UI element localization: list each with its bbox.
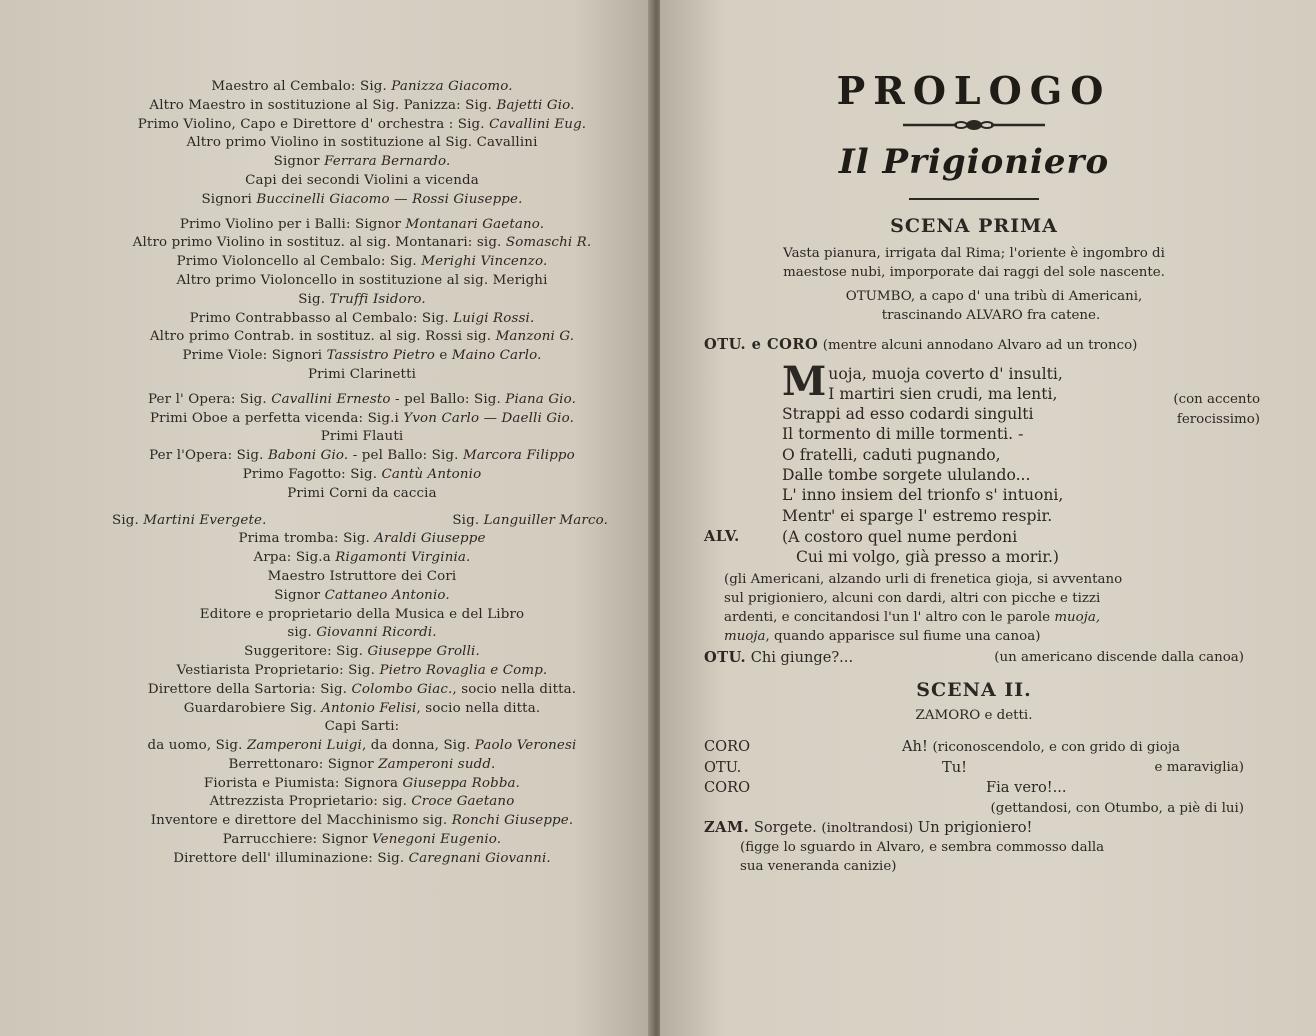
scene-heading: SCENA II.: [916, 679, 1032, 702]
credit-line: Per l'Opera: Sig. Baboni Gio. - pel Ballo: Sig. Marcora Filippo: [149, 448, 575, 464]
credit-line: Signor Cattaneo Antonio.: [274, 587, 450, 603]
stage-direction: (riconoscendolo, e con grido di gioja: [932, 740, 1180, 756]
credit-line: da uomo, Sig. Zamperoni Luigi, da donna, Sig. Paolo Veronesi: [147, 738, 577, 754]
credit-line: Primi Corni da caccia: [287, 485, 437, 501]
page-subtitle: Il Prigioniero: [838, 142, 1110, 182]
speaker-label: CORO: [704, 738, 751, 756]
credit-line: Capi Sarti:: [324, 719, 400, 735]
verse-line: I martiri sien crudi, ma lenti,: [828, 384, 1058, 403]
verse-line: Strappi ad esso codardi singulti: [782, 405, 1034, 424]
credit-line: Arpa: Sig.a Rigamonti Virginia.: [253, 550, 471, 566]
credit-line: Sig. Martini Evergete. Sig. Languiller Marco.: [112, 512, 608, 528]
credit-line: Primo Contrabbasso al Cembalo: Sig. Luigi Rossi.: [189, 310, 535, 326]
credit-line: Primi Clarinetti: [307, 366, 417, 382]
verse-line: L' inno insiem del trionfo s' intuoni,: [782, 486, 1064, 505]
speaker-label: OTU.: [704, 648, 747, 666]
credit-line: Altro primo Contrab. in sostituz. al sig. Rossi sig. Manzoni G.: [149, 329, 575, 345]
credit-line: Parrucchiere: Signor Venegoni Eugenio.: [222, 832, 502, 848]
left-page: [0, 0, 652, 1036]
credit-line: Primi Flauti: [320, 429, 404, 445]
speaker-label: CORO: [704, 779, 751, 797]
speaker-label: OTU.: [704, 758, 742, 776]
credit-line: Berrettonaro: Signor Zamperoni sudd.: [228, 756, 496, 772]
drop-cap: M: [782, 357, 827, 405]
stage-direction: (gettandosi, con Otumbo, a piè di lui): [990, 800, 1244, 816]
dialogue-line: [704, 335, 1244, 356]
verse-line: Mentr' ei sparge l' estremo respir.: [782, 506, 1053, 525]
dialogue-block: CORO Ah! (riconoscendolo, e con grido di gioja OTU. Tu! e maraviglia) CORO Fia vero!... (gettandosi, con Otumbo, a piè di lui) ZAM. Sorgete. (inoltrandosi) Un prigioniero! (figge lo sguardo in Alvaro, e sembra commosso dalla sua veneranda canizie): [704, 738, 1244, 875]
credit-line: Editore e proprietario della Musica e del Libro: [199, 606, 525, 622]
right-page: [660, 0, 1316, 1036]
stage-direction: (gli Americani, alzando urli di frenetica gioja, si avventano sul prigioniero, alcuni con dardi, altri con picche e tizzi ardenti, e concitandosi l'un l' altro con le parole muoja, muoja, quando apparisce sul fiume una canoa): [724, 571, 1123, 644]
credit-line: Per l' Opera: Sig. Cavallini Ernesto - pel Ballo: Sig. Piana Gio.: [147, 391, 576, 407]
dialogue-line: ALV. (A costoro quel nume perdoni Cui mi volgo, già presso a morir.): [704, 527, 1060, 567]
verse-block: [782, 357, 1260, 526]
credit-line: Fiorista e Piumista: Signora Giuseppa Robba.: [203, 775, 521, 791]
credit-line: Altro Maestro in sostituzione al Sig. Panizza: Sig. Bajetti Gio.: [149, 97, 575, 113]
verse-line: Dalle tombe sorgete ululando...: [782, 465, 1031, 484]
verse-line: uoja, muoja coverto d' insulti,: [828, 364, 1063, 383]
stage-direction: (un americano discende dalla canoa): [994, 649, 1244, 665]
credit-line: Attrezzista Proprietario: sig. Croce Gaetano: [209, 794, 515, 810]
stage-direction: e maraviglia): [1154, 759, 1244, 775]
credit-line: Guardarobiere Sig. Antonio Felisi, socio nella ditta.: [183, 700, 541, 716]
credit-line: Maestro al Cembalo: Sig. Panizza Giacomo.: [211, 79, 513, 94]
credit-line: Inventore e direttore del Macchinismo sig. Ronchi Giuseppe.: [150, 813, 574, 829]
credit-line: Signori Buccinelli Giacomo — Rossi Giuseppe.: [201, 191, 523, 207]
page-title: PROLOGO: [836, 68, 1112, 113]
credit-line: Suggeritore: Sig. Giuseppe Grolli.: [244, 644, 480, 660]
scene-entrance: OTUMBO, a capo d' una tribù di Americani, trascinando ALVARO fra catene.: [845, 289, 1143, 323]
scene-setting: Vasta pianura, irrigata dal Rima; l'oriente è ingombro di maestose nubi, imporporate dai raggi del sole nascente.: [783, 246, 1165, 280]
credit-line: Primo Violino, Capo e Direttore d' orchestra : Sig. Cavallini Eug.: [137, 116, 587, 132]
credit-line: Prime Viole: Signori Tassistro Pietro e Maino Carlo.: [182, 348, 542, 364]
stage-direction: (mentre alcuni annodano Alvaro ad un tronco): [822, 338, 1138, 353]
credit-line: Altro primo Violino in sostituz. al sig. Montanari: sig. Somaschi R.: [132, 235, 592, 251]
ornament-divider-icon: [899, 118, 1049, 132]
credit-line: Primo Fagotto: Sig. Cantù Antonio: [242, 466, 482, 482]
credit-line: Capi dei secondi Violini a vicenda: [245, 172, 479, 188]
scene-entrance: ZAMORO e detti.: [915, 708, 1033, 724]
credit-line: Direttore dell' illuminazione: Sig. Caregnani Giovanni.: [173, 850, 551, 866]
credit-line: Direttore della Sartoria: Sig. Colombo Giac., socio nella ditta.: [147, 681, 577, 697]
prologue-text: [704, 68, 1260, 876]
credit-line: Vestiarista Proprietario: Sig. Pietro Rovaglia e Comp.: [176, 662, 548, 678]
credit-line: Primi Oboe a perfetta vicenda: Sig.i Yvon Carlo — Daelli Gio.: [150, 410, 574, 426]
dialogue-line: OTU. Chi giunge?... (un americano discende dalla canoa): [704, 648, 1244, 669]
credit-line: Primo Violoncello al Cembalo: Sig. Merighi Vincenzo.: [176, 254, 548, 270]
credit-line: Altro primo Violino in sostituzione al Sig. Cavallini: [186, 135, 538, 151]
stage-direction: (inoltrandosi): [821, 820, 914, 836]
speaker-label: ALV.: [704, 527, 740, 545]
scene-heading: SCENA PRIMA: [890, 215, 1058, 237]
verse-aside: (con accento ferocissimo): [1173, 391, 1260, 427]
speaker-label: ZAM.: [704, 818, 750, 836]
credit-line: Signor Ferrara Bernardo.: [273, 154, 451, 170]
credit-line: Prima tromba: Sig. Araldi Giuseppe: [238, 531, 486, 547]
title-rule: [909, 198, 1039, 200]
credit-line: Primo Violino per i Balli: Signor Montanari Gaetano.: [179, 216, 545, 232]
credit-line: Altro primo Violoncello in sostituzione al sig. Merighi: [176, 272, 548, 288]
credits-list: [88, 78, 636, 869]
verse-line: Il tormento di mille tormenti. -: [782, 425, 1024, 444]
credit-line: Sig. Truffi Isidoro.: [298, 291, 426, 307]
credit-line: sig. Giovanni Ricordi.: [287, 625, 437, 641]
credit-line: Maestro Istruttore dei Cori: [267, 568, 457, 584]
stage-direction: (figge lo sguardo in Alvaro, e sembra commosso dalla sua veneranda canizie): [740, 840, 1105, 875]
verse-line: O fratelli, caduti pugnando,: [782, 445, 1001, 464]
speaker-label: OTU. e CORO: [704, 336, 819, 353]
